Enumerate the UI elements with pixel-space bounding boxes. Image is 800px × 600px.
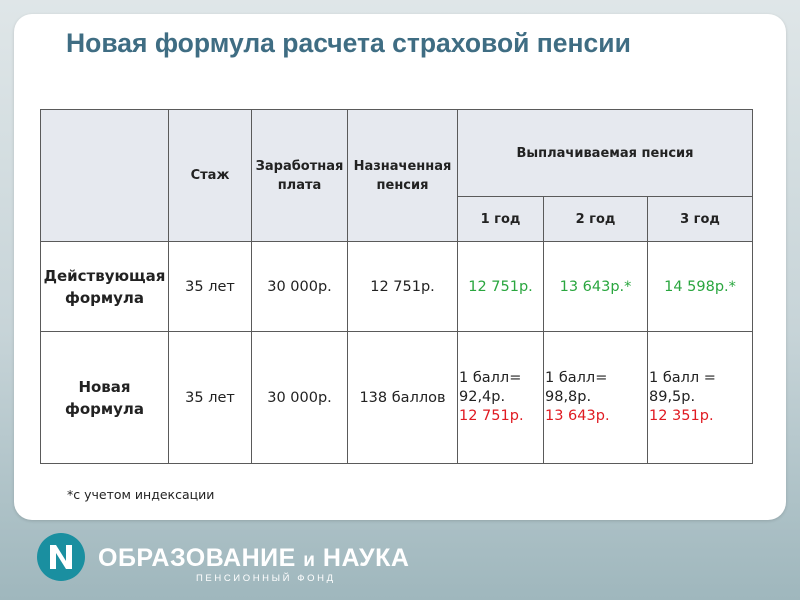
brand-part-1: ОБРАЗОВАНИЕ <box>98 544 296 572</box>
row-label-new-formula: Новая формула <box>41 332 169 464</box>
cell-stazh: 35 лет <box>169 332 252 464</box>
pension-value: 13 643р. <box>545 408 610 424</box>
header-salary: Заработная плата <box>252 110 348 242</box>
brand-name <box>98 544 409 573</box>
cell-salary: 30 000р. <box>252 242 348 332</box>
points-rate: 1 балл = 89,5р. <box>649 370 716 405</box>
header-empty-cell <box>41 110 169 242</box>
pension-value: 12 751р. <box>459 408 524 424</box>
cell-year-1: 12 751р. <box>458 242 544 332</box>
brand-conjunction: и <box>303 550 316 571</box>
footnote: *с учетом индексации <box>67 487 215 502</box>
header-stazh: Стаж <box>169 110 252 242</box>
cell-year-1 <box>458 332 544 464</box>
cell-salary: 30 000р. <box>252 332 348 464</box>
pension-value: 12 351р. <box>649 408 714 424</box>
header-assigned-pension: Назначенная пенсия <box>348 110 458 242</box>
header-year-2: 2 год <box>544 197 648 242</box>
header-paid-pension: Выплачиваемая пенсия <box>458 110 753 197</box>
logo-n-icon <box>36 532 86 582</box>
brand-subtitle: ПЕНСИОННЫЙ ФОНД <box>196 573 336 584</box>
header-year-3: 3 год <box>648 197 753 242</box>
cell-assigned: 138 баллов <box>348 332 458 464</box>
table-row <box>41 242 753 332</box>
header-year-1: 1 год <box>458 197 544 242</box>
row-label-current-formula: Действующая формула <box>41 242 169 332</box>
page-title: Новая формула расчета страховой пенсии <box>66 28 631 58</box>
cell-year-3: 14 598р.* <box>648 242 753 332</box>
points-rate: 1 балл= 98,8р. <box>545 370 608 405</box>
brand-part-2: НАУКА <box>322 544 410 572</box>
pension-table <box>40 109 753 464</box>
cell-year-2: 13 643р.* <box>544 242 648 332</box>
points-rate: 1 балл= 92,4р. <box>459 370 522 405</box>
cell-stazh: 35 лет <box>169 242 252 332</box>
table-row <box>41 332 753 464</box>
cell-year-3 <box>648 332 753 464</box>
cell-year-2 <box>544 332 648 464</box>
cell-assigned: 12 751р. <box>348 242 458 332</box>
